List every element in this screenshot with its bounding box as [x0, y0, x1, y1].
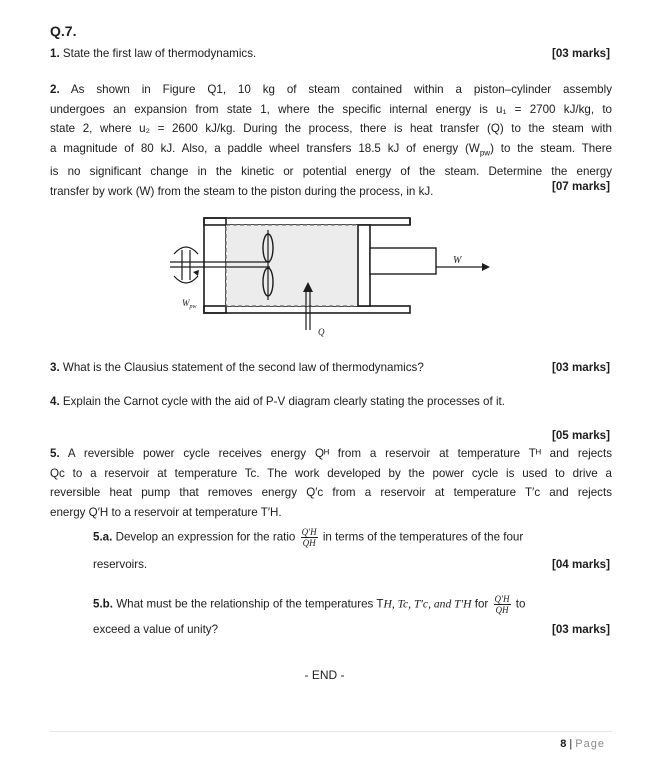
page-number-value: 8 [560, 738, 567, 750]
question-4-text: Explain the Carnot cycle with the aid of P-V diagram clearly stating the processes of it. [62, 395, 505, 408]
question-1-number: 1. [50, 47, 60, 60]
question-5b-pre: What must be the relationship of the temperatures T [116, 597, 384, 611]
question-5-line-1: A reversible power cycle receives energy Qᴴ from a reservoir at temperature Tᴴ and rejects [67, 447, 612, 460]
question-4-marks: [05 marks] [551, 429, 610, 442]
heat-label: Q [318, 327, 325, 337]
question-5-line-2: Qc to a reservoir at temperature Tc. The work developed by the power cycle is used to drive a [50, 466, 612, 480]
question-2-line-2: undergoes an expansion from state 1, where the specific internal energy is u₁ = 2700 kJ/kg, to [50, 102, 612, 116]
question-2-line-6: transfer by work (W) from the steam to the piston during the process, in kJ. [50, 184, 434, 198]
end-marker: - END - [304, 668, 345, 682]
piston-cylinder-diagram [160, 210, 500, 350]
question-heading: Q.7. [50, 23, 77, 39]
question-5b-ratio: $\frac{Q'H}{QH}$ [494, 594, 510, 615]
question-2-line-4-sub: pw [479, 147, 491, 157]
work-label: W [453, 255, 462, 266]
figure-q1 [160, 210, 500, 350]
rotation-arrow-icon [182, 250, 190, 280]
question-1 [50, 44, 612, 64]
question-2-marks: [07 marks] [551, 180, 610, 193]
paddle-work-label: $W_{pw}$ [182, 298, 197, 310]
page-number-separator: | [569, 738, 573, 750]
question-2-line-1: As shown in Figure Q1, 10 kg of steam contained within a piston–cylinder assembly [70, 83, 612, 96]
question-5-line-3: reversible heat pump that removes energy Q′c from a reservoir at temperature T′c and rejects [50, 486, 612, 499]
question-5b-for: for [474, 597, 489, 611]
question-5a-post: in terms of the temperatures of the four [322, 530, 524, 544]
question-5a [93, 527, 612, 548]
question-5b-number: 5.b. [93, 597, 113, 611]
question-2-line-3: state 2, where u₂ = 2600 kJ/kg. During the process, there is heat transfer (Q) to the steam with [50, 122, 612, 135]
question-5b-line-2: exceed a value of unity? [93, 623, 219, 636]
question-2-line-5: is no significant change in the kinetic or potential energy of the steam. Determine the energy [50, 165, 612, 179]
question-5b-marks: [03 marks] [551, 623, 610, 636]
question-5b [93, 594, 612, 615]
question-3 [50, 358, 612, 378]
page-number [560, 735, 605, 755]
question-5a-ratio: $\frac{Q'H}{QH}$ [301, 527, 317, 548]
cylinder-outer-bottom [204, 306, 410, 313]
question-3-number: 3. [50, 361, 60, 374]
cylinder-left-wall [204, 218, 226, 313]
question-1-marks: [03 marks] [551, 47, 610, 60]
question-3-text: What is the Clausius statement of the second law of thermodynamics? [62, 361, 424, 374]
question-1-text: State the first law of thermodynamics. [62, 47, 257, 60]
question-4 [50, 392, 612, 412]
question-5 [50, 444, 612, 522]
piston-rod [370, 248, 436, 274]
question-5b-post: to [515, 597, 526, 611]
cylinder-outer-top [204, 218, 410, 225]
question-5b-temps: H, Tc, T′c, and T′H [383, 597, 472, 611]
question-5a-number: 5.a. [93, 530, 113, 544]
question-2-number: 2. [50, 83, 60, 96]
footer-divider [50, 731, 612, 732]
page-number-label: Page [575, 738, 605, 750]
question-3-marks: [03 marks] [551, 361, 610, 374]
question-5-line-4: energy Q′H to a reservoir at temperature T′H. [50, 505, 282, 519]
question-5a-line-2: reservoirs. [93, 558, 148, 571]
question-5a-pre: Develop an expression for the ratio [115, 530, 296, 544]
piston [358, 225, 370, 306]
question-5a-marks: [04 marks] [551, 558, 610, 571]
question-5-number: 5. [50, 447, 60, 460]
question-4-number: 4. [50, 395, 60, 408]
steam-region [226, 225, 358, 306]
question-2-line-4-tail: ) to the steam. There [490, 141, 613, 155]
question-2-line-4: a magnitude of 80 kJ. Also, a paddle wheel transfers 18.5 kJ of energy (W [50, 141, 480, 155]
question-2 [50, 80, 612, 201]
